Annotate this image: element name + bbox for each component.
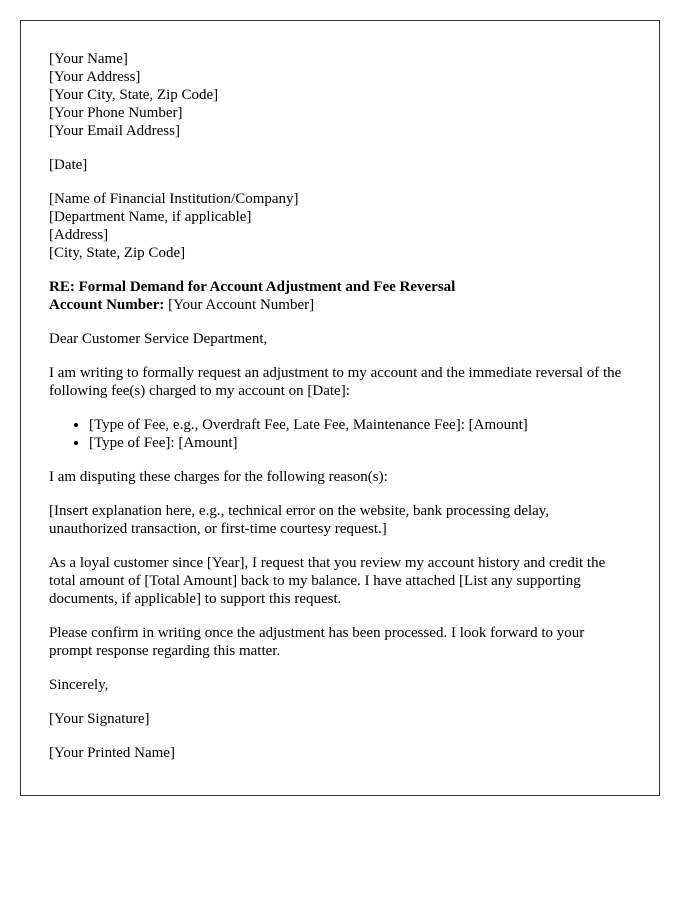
sender-city-state-zip: [Your City, State, Zip Code]	[49, 87, 219, 103]
subject-re-line: RE: Formal Demand for Account Adjustment and Fee Reversal	[49, 279, 456, 295]
intro-paragraph: I am writing to formally request an adjustment to my account and the immediate reversal of the following fee(s) charged to my account on [Date]:	[49, 365, 622, 399]
confirm-paragraph: Please confirm in writing once the adjustment has been processed. I look forward to your prompt response regarding this matter.	[49, 625, 585, 659]
recipient-department: [Department Name, if applicable]	[49, 209, 252, 225]
sender-phone: [Your Phone Number]	[49, 105, 183, 121]
recipient-block	[49, 190, 631, 262]
recipient-address: [Address]	[49, 227, 109, 243]
loyalty-paragraph: As a loyal customer since [Year], I request that you review my account history and credit the total amount of [Total Amount] back to my balance. I have attached [List any supporting documents, if applicable] to support this request.	[49, 555, 606, 607]
fee-list-item: • [Type of Fee, e.g., Overdraft Fee, Late Fee, Maintenance Fee]: [Amount]	[89, 416, 631, 434]
sender-email: [Your Email Address]	[49, 123, 180, 139]
salutation: Dear Customer Service Department,	[49, 331, 268, 347]
date-block	[49, 156, 631, 174]
letter-document	[20, 20, 660, 796]
fee-list	[49, 416, 631, 452]
recipient-city-state-zip: [City, State, Zip Code]	[49, 245, 186, 261]
sender-block	[49, 50, 631, 140]
printed-name-placeholder: [Your Printed Name]	[49, 745, 175, 761]
sender-address: [Your Address]	[49, 69, 141, 85]
account-number-line	[49, 296, 631, 314]
recipient-company: [Name of Financial Institution/Company]	[49, 191, 299, 207]
account-number-value: [Your Account Number]	[164, 297, 315, 313]
sender-name: [Your Name]	[49, 51, 128, 67]
letter-date: [Date]	[49, 157, 88, 173]
subject-block	[49, 278, 631, 314]
account-number-label: Account Number:	[49, 297, 165, 313]
sign-off: Sincerely,	[49, 677, 109, 693]
explanation-paragraph: [Insert explanation here, e.g., technical error on the website, bank processing delay, unauthorized transaction, or first-time courtesy request.]	[49, 503, 550, 537]
signature-placeholder: [Your Signature]	[49, 711, 150, 727]
fee-list-item: • [Type of Fee]: [Amount]	[89, 434, 631, 452]
dispute-paragraph: I am disputing these charges for the following reason(s):	[49, 469, 388, 485]
